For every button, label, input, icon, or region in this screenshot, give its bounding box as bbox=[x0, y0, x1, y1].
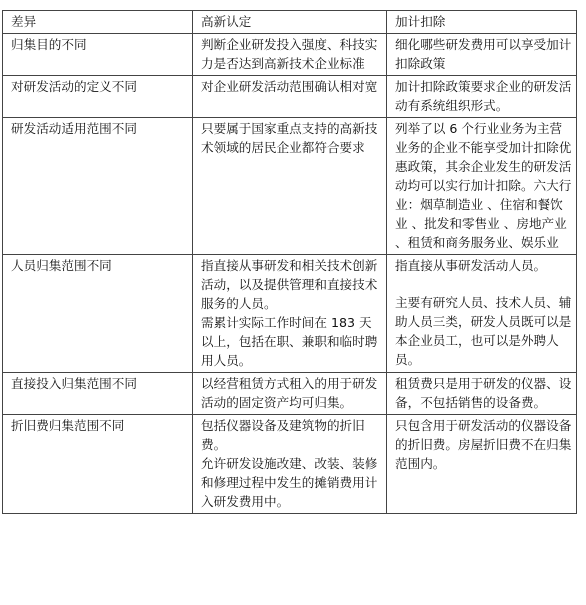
cell-text: 允许研发设施改建、改装、装修和修理过程中发生的摊销费用计入研发费用中。 bbox=[201, 456, 378, 509]
cell-text: 列举了以 6 个行业业务为主营业务的企业不能享受加计扣除优惠政策，其余企业发生的研发活动均可以实行加计扣除。六大行业：烟草制造业 、住宿和餐饮业 、批发和零售业 、房地产业 、租赁和商务服务业、娱乐业 bbox=[395, 121, 572, 250]
cell-text: 判断企业研发投入强度、科技实力是否达到高新技术企业标准 bbox=[201, 37, 378, 71]
row-label: 对研发活动的定义不同 bbox=[3, 76, 193, 118]
row-label: 研发活动适用范围不同 bbox=[3, 118, 193, 255]
table-row bbox=[3, 34, 577, 76]
row-label: 人员归集范围不同 bbox=[3, 255, 193, 373]
hightech-cell bbox=[193, 415, 387, 514]
table-row bbox=[3, 118, 577, 255]
blank-line bbox=[395, 275, 572, 293]
deduction-cell bbox=[387, 415, 577, 514]
header-row bbox=[3, 11, 577, 34]
table-row bbox=[3, 255, 577, 373]
cell-text: 只要属于国家重点支持的高新技术领域的居民企业都符合要求 bbox=[201, 121, 378, 155]
comparison-table bbox=[2, 10, 577, 514]
cell-text: 指直接从事研发和相关技术创新活动，以及提供管理和直接技术服务的人员。 bbox=[201, 258, 378, 311]
cell-text: 对企业研发活动范围确认相对宽 bbox=[201, 79, 378, 94]
header-cell-deduction: 加计扣除 bbox=[387, 11, 577, 34]
cell-text: 细化哪些研发费用可以享受加计扣除政策 bbox=[395, 37, 572, 71]
cell-text: 以经营租赁方式租入的用于研发活动的固定资产均可归集。 bbox=[201, 376, 378, 410]
hightech-cell bbox=[193, 34, 387, 76]
hightech-cell bbox=[193, 76, 387, 118]
deduction-cell bbox=[387, 255, 577, 373]
deduction-cell bbox=[387, 118, 577, 255]
row-label: 折旧费归集范围不同 bbox=[3, 415, 193, 514]
cell-text: 指直接从事研发活动人员。 bbox=[395, 258, 547, 273]
cell-text: 只包含用于研发活动的仪器设备的折旧费。房屋折旧费不在归集范围内。 bbox=[395, 418, 572, 471]
deduction-cell bbox=[387, 373, 577, 415]
header-cell-hightech: 高新认定 bbox=[193, 11, 387, 34]
row-label: 直接投入归集范围不同 bbox=[3, 373, 193, 415]
hightech-cell bbox=[193, 373, 387, 415]
row-label: 归集目的不同 bbox=[3, 34, 193, 76]
cell-text: 主要有研究人员、技术人员、辅助人员三类，研发人员既可以是本企业员工，也可以是外聘人员。 bbox=[395, 295, 572, 367]
table-row bbox=[3, 415, 577, 514]
hightech-cell bbox=[193, 118, 387, 255]
cell-text: 需累计实际工作时间在 183 天以上，包括在职、兼职和临时聘用人员。 bbox=[201, 315, 378, 368]
deduction-cell bbox=[387, 76, 577, 118]
hightech-cell bbox=[193, 255, 387, 373]
cell-text: 包括仪器设备及建筑物的折旧费。 bbox=[201, 418, 365, 452]
table-row bbox=[3, 76, 577, 118]
table-row bbox=[3, 373, 577, 415]
deduction-cell bbox=[387, 34, 577, 76]
header-cell-difference: 差异 bbox=[3, 11, 193, 34]
cell-text: 加计扣除政策要求企业的研发活动有系统组织形式。 bbox=[395, 79, 572, 113]
cell-text: 租赁费只是用于研发的仪器、设备，不包括销售的设备费。 bbox=[395, 376, 572, 410]
